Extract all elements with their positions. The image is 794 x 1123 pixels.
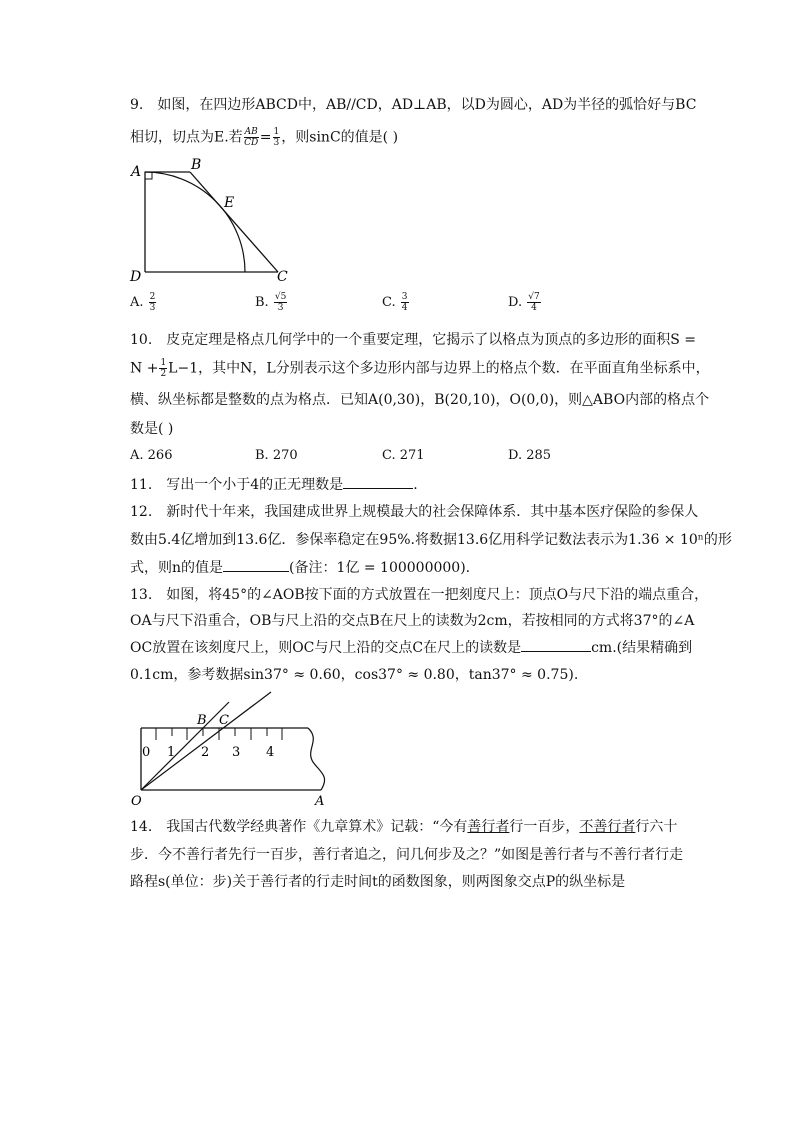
q9-ratio-value xyxy=(273,127,281,148)
q12-text-3a: 式，则n的值是 xyxy=(130,560,224,576)
tick-label-4: 4 xyxy=(266,745,275,760)
q9-option-c-bot: 4 xyxy=(401,303,408,313)
q9-option-d-label: D. xyxy=(508,295,523,310)
q14-text-1c: 行六十 xyxy=(635,819,678,835)
label-D: D xyxy=(130,269,142,285)
q11-text: 写出一个小于4的正无理数是 xyxy=(166,477,344,493)
q9-option-c-label: C. xyxy=(382,295,396,310)
q11-number: 11. xyxy=(130,477,153,493)
q9-option-b[interactable] xyxy=(255,292,288,313)
q9-option-b-bot: 3 xyxy=(277,303,284,313)
q11-answer-blank[interactable] xyxy=(343,474,413,489)
q13-text-3b: cm.(结果精确到 xyxy=(591,640,693,656)
q10-option-d[interactable]: D. 285 xyxy=(508,448,552,463)
ruler-broken-end xyxy=(308,728,325,790)
right-angle-mark xyxy=(145,172,152,179)
label-B: B xyxy=(197,713,207,728)
q10-option-a[interactable]: A. 266 xyxy=(130,448,173,463)
q13-line4: 0.1cm，参考数据sin37° ≈ 0.60，cos37° ≈ 0.80，tan37° ≈ 0.75). xyxy=(130,667,579,683)
ray-OB xyxy=(141,702,229,790)
q9-option-a-bot: 3 xyxy=(149,303,156,313)
q9-text-2a: 相切，切点为E.若 xyxy=(130,129,243,146)
q10-text-1: 皮克定理是格点几何学中的一个重要定理，它揭示了以格点为顶点的多边形的面积S = xyxy=(166,332,697,348)
q14-line1 xyxy=(130,817,677,837)
q9-option-b-label: B. xyxy=(255,295,269,310)
q10-line3: 横、纵坐标都是整数的点为格点．已知A(0,30)，B(20,10)，O(0,0)，则△ABO内部的格点个 xyxy=(130,392,710,408)
q10-half-fraction xyxy=(159,358,167,379)
segment-BC xyxy=(190,172,278,272)
q13-line3 xyxy=(130,637,692,658)
ray-OC xyxy=(141,692,271,790)
q10-option-b[interactable]: B. 270 xyxy=(255,448,298,463)
q14-text-1b: 行一百步， xyxy=(509,819,580,835)
q9-line1 xyxy=(130,95,696,115)
tick-label-1: 1 xyxy=(167,745,176,760)
q14-underlined-term-1: 善行者 xyxy=(467,819,510,835)
label-E: E xyxy=(224,195,235,211)
q9-eq: = xyxy=(259,129,272,146)
q13-text-1: 如图，将45°的∠AOB按下面的方式放置在一把刻度尺上：顶点O与尺下沿的端点重合， xyxy=(166,587,709,603)
arc-AE xyxy=(145,172,245,272)
q9-text-1: 如图，在四边形ABCD中，AB//CD，AD⊥AB，以D为圆心，AD为半径的弧恰好与BC xyxy=(157,97,697,113)
q14-number: 14. xyxy=(130,819,153,835)
q14-line2: 步．今不善行者先行一百步，善行者追之，问几何步及之？”如图是善行者与不善行者行走 xyxy=(130,847,684,863)
tick-label-0: 0 xyxy=(142,745,151,760)
q9-text-2b: ，则sinC的值是( ) xyxy=(281,129,399,146)
q9-option-c-top: 3 xyxy=(401,292,408,302)
q9-option-a-label: A. xyxy=(130,295,144,310)
q10-number: 10. xyxy=(130,332,153,348)
q13-line2: OA与尺下沿重合，OB与尺上沿的交点B在尺上的读数为2cm，若按相同的方式将37°的∠A xyxy=(130,613,695,629)
q14-line3: 路程s(单位：步)关于善行者的行走时间t的函数图象，则两图象交点P的纵坐标是 xyxy=(130,874,626,890)
tick-label-3: 3 xyxy=(232,745,241,760)
label-A: A xyxy=(315,794,325,809)
ruler-ticks xyxy=(156,728,282,740)
q9-line2 xyxy=(130,127,398,148)
label-A: A xyxy=(131,164,142,180)
q9-option-d-bot: 4 xyxy=(531,303,537,313)
q12-number: 12. xyxy=(130,504,153,520)
q9-ratio-fraction xyxy=(244,127,259,148)
q13-answer-blank[interactable] xyxy=(521,637,591,652)
label-C: C xyxy=(277,269,288,285)
q12-answer-blank[interactable] xyxy=(223,557,289,572)
q10-line2 xyxy=(130,358,710,379)
q12-line2: 数由5.4亿增加到13.6亿．参保率稳定在95%.将数据13.6亿用科学记数法表示为1.36 × 10ⁿ的形 xyxy=(130,532,732,548)
q12-text-3b: (备注：1亿 = 100000000). xyxy=(289,560,471,576)
q9-frac2-top: 1 xyxy=(273,127,280,137)
q10-line4: 数是( ) xyxy=(130,421,174,437)
q9-figure xyxy=(125,155,305,285)
q9-frac2-bot: 3 xyxy=(273,138,280,148)
q12-text-1: 新时代十年来，我国建成世界上规模最大的社会保障体系．其中基本医疗保险的参保人 xyxy=(166,504,699,520)
q12-line1 xyxy=(130,502,698,522)
q9-option-b-top: √5 xyxy=(274,292,287,302)
q10-line1 xyxy=(130,330,696,350)
q9-option-d-top: √7 xyxy=(528,292,540,302)
q14-text-1a: 我国古代数学经典著作《九章算术》记载：“今有 xyxy=(166,819,468,835)
q9-option-a[interactable] xyxy=(130,292,157,313)
q10-text-2b: L−1，其中N，L分别表示这个多边形内部与边界上的格点个数．在平面直角坐标系中， xyxy=(168,360,710,377)
q9-number: 9. xyxy=(130,97,144,113)
q11-end: . xyxy=(413,477,418,493)
q9-frac-top: AB xyxy=(244,127,258,137)
q12-line3 xyxy=(130,557,470,578)
q9-option-a-top: 2 xyxy=(149,292,156,302)
q9-frac-bot: CD xyxy=(244,138,259,148)
tick-label-2: 2 xyxy=(201,745,210,760)
q10-half-top: 1 xyxy=(160,358,167,368)
q10-text-2a: N + xyxy=(130,360,159,377)
q11-line xyxy=(130,474,418,495)
q13-line1 xyxy=(130,585,708,605)
label-C: C xyxy=(219,713,229,728)
q14-underlined-term-2: 不善行者 xyxy=(579,819,636,835)
label-O: O xyxy=(131,794,142,809)
q13-ruler-figure xyxy=(125,690,340,810)
q10-half-bot: 2 xyxy=(160,369,167,379)
q10-option-c[interactable]: C. 271 xyxy=(382,448,425,463)
label-B: B xyxy=(191,157,202,173)
q9-option-c[interactable] xyxy=(382,292,410,313)
q9-option-d[interactable] xyxy=(508,292,542,313)
q13-number: 13. xyxy=(130,587,153,603)
q13-text-3a: OC放置在该刻度尺上，则OC与尺上沿的交点C在尺上的读数是 xyxy=(130,640,522,656)
